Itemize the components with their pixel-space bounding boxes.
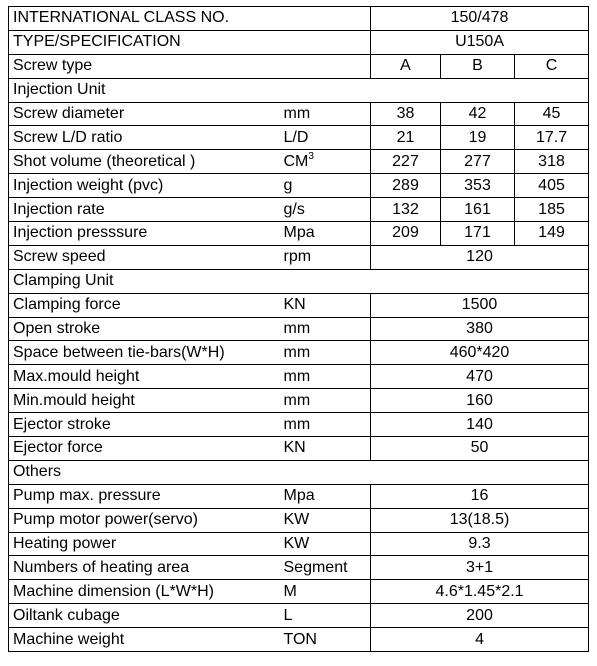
class-label: INTERNATIONAL CLASS NO. xyxy=(9,7,371,31)
param-name: Injection rate xyxy=(9,198,280,222)
value-a: 132 xyxy=(371,198,441,222)
param-unit: L xyxy=(280,604,371,628)
param-unit: mm xyxy=(280,389,371,413)
param-unit: Mpa xyxy=(280,222,371,246)
section-row xyxy=(9,460,589,484)
param-unit: L/D xyxy=(280,126,371,150)
param-value: 9.3 xyxy=(371,532,589,556)
param-value: 460*420 xyxy=(371,341,589,365)
param-unit: KN xyxy=(280,437,371,461)
value-a: 289 xyxy=(371,174,441,198)
table-row xyxy=(9,484,589,508)
spec-table xyxy=(8,6,589,652)
class-value: 150/478 xyxy=(371,7,589,31)
table-row xyxy=(9,604,589,628)
table-row xyxy=(9,365,589,389)
table-row xyxy=(9,317,589,341)
param-unit: M xyxy=(280,580,371,604)
table-row xyxy=(9,556,589,580)
screw-type-c: C xyxy=(515,54,589,78)
table-row xyxy=(9,293,589,317)
param-value: 50 xyxy=(371,437,589,461)
param-name: Injection presssure xyxy=(9,222,280,246)
value-a: 21 xyxy=(371,126,441,150)
param-name: Screw diameter xyxy=(9,102,280,126)
param-unit: KW xyxy=(280,508,371,532)
param-name: Pump max. pressure xyxy=(9,484,280,508)
param-unit xyxy=(280,150,371,174)
param-unit: mm xyxy=(280,317,371,341)
param-name: Screw speed xyxy=(9,245,280,269)
value-a: 209 xyxy=(371,222,441,246)
type-label: TYPE/SPECIFICATION xyxy=(9,30,371,54)
value-a: 227 xyxy=(371,150,441,174)
param-unit: KN xyxy=(280,293,371,317)
param-name: Numbers of heating area xyxy=(9,556,280,580)
value-c: 149 xyxy=(515,222,589,246)
param-name: Oiltank cubage xyxy=(9,604,280,628)
param-name: Ejector stroke xyxy=(9,413,280,437)
table-row xyxy=(9,126,589,150)
section-row xyxy=(9,269,589,293)
param-unit: KW xyxy=(280,532,371,556)
param-name: Screw L/D ratio xyxy=(9,126,280,150)
table-row xyxy=(9,341,589,365)
param-unit: mm xyxy=(280,341,371,365)
table-row xyxy=(9,245,589,269)
param-value: 470 xyxy=(371,365,589,389)
value-c: 17.7 xyxy=(515,126,589,150)
table-row xyxy=(9,508,589,532)
table-row xyxy=(9,222,589,246)
param-unit: mm xyxy=(280,413,371,437)
param-value: 160 xyxy=(371,389,589,413)
param-name: Pump motor power(servo) xyxy=(9,508,280,532)
table-row xyxy=(9,389,589,413)
param-name: Clamping force xyxy=(9,293,280,317)
value-b: 161 xyxy=(441,198,515,222)
param-unit: g xyxy=(280,174,371,198)
type-row xyxy=(9,30,589,54)
screw-type-label: Screw type xyxy=(9,54,371,78)
value-b: 353 xyxy=(441,174,515,198)
param-value: 380 xyxy=(371,317,589,341)
injection-section-title: Injection Unit xyxy=(9,78,589,102)
param-unit: mm xyxy=(280,102,371,126)
param-value: 4 xyxy=(371,628,589,652)
table-row xyxy=(9,102,589,126)
screw-type-row xyxy=(9,54,589,78)
value-b: 42 xyxy=(441,102,515,126)
param-value: 3+1 xyxy=(371,556,589,580)
unit-superscript: 3 xyxy=(308,150,314,162)
table-row xyxy=(9,532,589,556)
value-a: 38 xyxy=(371,102,441,126)
table-row xyxy=(9,437,589,461)
screw-type-a: A xyxy=(371,54,441,78)
table-row xyxy=(9,198,589,222)
param-name: Machine dimension (L*W*H) xyxy=(9,580,280,604)
table-row xyxy=(9,150,589,174)
param-unit: TON xyxy=(280,628,371,652)
param-name: Heating power xyxy=(9,532,280,556)
param-unit: rpm xyxy=(280,245,371,269)
section-row xyxy=(9,78,589,102)
param-name: Min.mould height xyxy=(9,389,280,413)
param-name: Ejector force xyxy=(9,437,280,461)
value-b: 277 xyxy=(441,150,515,174)
value-b: 171 xyxy=(441,222,515,246)
value-c: 185 xyxy=(515,198,589,222)
value-c: 45 xyxy=(515,102,589,126)
value-c: 318 xyxy=(515,150,589,174)
param-value: 4.6*1.45*2.1 xyxy=(371,580,589,604)
table-row xyxy=(9,628,589,652)
value-b: 19 xyxy=(441,126,515,150)
class-row xyxy=(9,7,589,31)
param-value: 120 xyxy=(371,245,589,269)
param-name: Injection weight (pvc) xyxy=(9,174,280,198)
table-row xyxy=(9,580,589,604)
param-name: Max.mould height xyxy=(9,365,280,389)
value-c: 405 xyxy=(515,174,589,198)
param-name: Open stroke xyxy=(9,317,280,341)
param-value: 140 xyxy=(371,413,589,437)
others-section-title: Others xyxy=(9,460,589,484)
param-unit: g/s xyxy=(280,198,371,222)
param-value: 200 xyxy=(371,604,589,628)
param-unit: Mpa xyxy=(280,484,371,508)
table-row xyxy=(9,413,589,437)
unit-text: CM xyxy=(283,152,309,170)
screw-type-b: B xyxy=(441,54,515,78)
param-unit: Segment xyxy=(280,556,371,580)
param-value: 1500 xyxy=(371,293,589,317)
param-name: Machine weight xyxy=(9,628,280,652)
param-unit: mm xyxy=(280,365,371,389)
param-value: 16 xyxy=(371,484,589,508)
param-value: 13(18.5) xyxy=(371,508,589,532)
param-name: Space between tie-bars(W*H) xyxy=(9,341,280,365)
table-row xyxy=(9,174,589,198)
param-name: Shot volume (theoretical ) xyxy=(9,150,280,174)
type-value: U150A xyxy=(371,30,589,54)
clamping-section-title: Clamping Unit xyxy=(9,269,589,293)
